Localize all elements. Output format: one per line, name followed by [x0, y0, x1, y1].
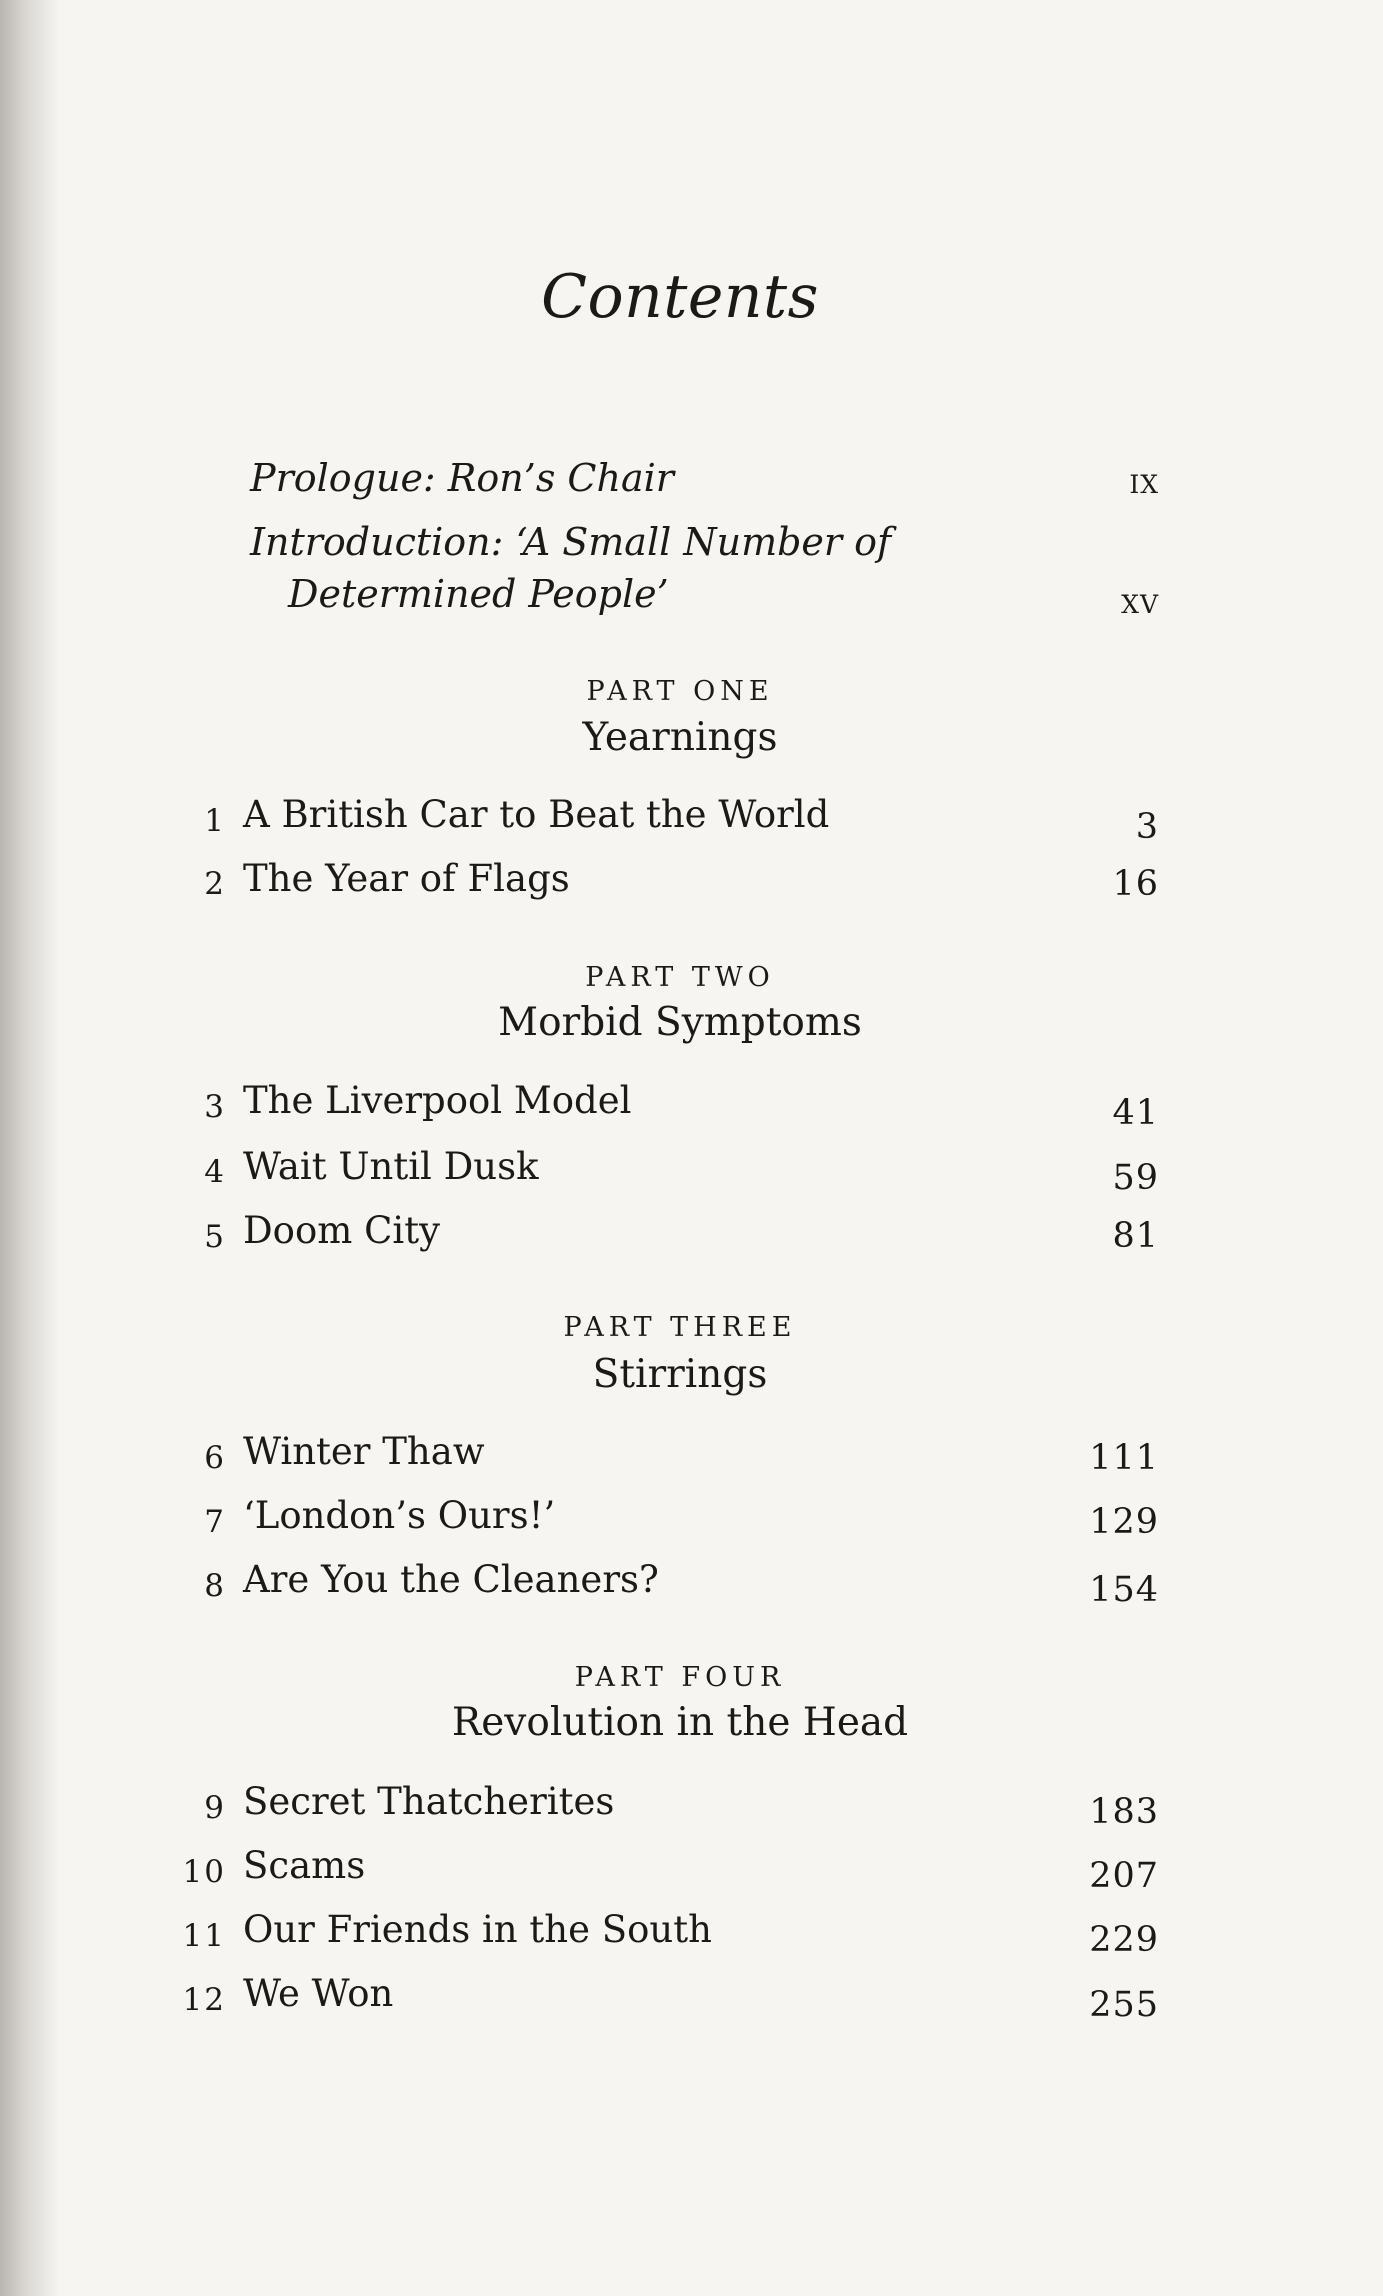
chapter-4-title[interactable]: Wait Until Dusk [243, 1145, 539, 1188]
chapter-7-title[interactable]: ‘London’s Ours!’ [243, 1494, 556, 1537]
chapter-3-page: 41 [1112, 1093, 1159, 1133]
part-one-title[interactable]: Yearnings [582, 715, 778, 760]
chapter-8-page: 154 [1089, 1570, 1159, 1610]
chapter-8-title[interactable]: Are You the Cleaners? [243, 1558, 659, 1601]
chapter-6-number: 6 [204, 1440, 226, 1476]
chapter-2-number: 2 [204, 866, 226, 902]
chapter-2-title[interactable]: The Year of Flags [243, 857, 570, 900]
chapter-5-title[interactable]: Doom City [243, 1209, 440, 1252]
chapter-4-page: 59 [1112, 1158, 1159, 1198]
chapter-8-number: 8 [204, 1568, 226, 1604]
chapter-12-title[interactable]: We Won [243, 1972, 394, 2015]
part-three-label: PART THREE [563, 1312, 797, 1343]
chapter-9-number: 9 [204, 1790, 226, 1826]
toc-introduction-title-line2[interactable]: Determined People’ [288, 572, 669, 616]
chapter-3-title[interactable]: The Liverpool Model [243, 1079, 632, 1122]
toc-introduction-title-line1[interactable]: Introduction: ‘A Small Number of [250, 520, 892, 564]
chapter-7-page: 129 [1089, 1502, 1159, 1542]
chapter-11-title[interactable]: Our Friends in the South [243, 1908, 712, 1951]
chapter-10-page: 207 [1089, 1856, 1159, 1896]
chapter-3-number: 3 [204, 1089, 226, 1125]
chapter-4-number: 4 [204, 1154, 226, 1190]
part-two-label: PART TWO [585, 962, 775, 993]
part-three-title[interactable]: Stirrings [592, 1352, 768, 1397]
chapter-9-title[interactable]: Secret Thatcherites [243, 1780, 615, 1823]
chapter-7-number: 7 [204, 1504, 226, 1540]
chapter-5-number: 5 [204, 1219, 226, 1255]
chapter-10-number: 10 [182, 1854, 226, 1890]
toc-prologue-page: ix [1129, 462, 1159, 502]
chapter-11-page: 229 [1089, 1920, 1159, 1960]
page-title: Contents [541, 262, 819, 332]
chapter-10-title[interactable]: Scams [243, 1844, 366, 1887]
chapter-6-title[interactable]: Winter Thaw [243, 1430, 485, 1473]
chapter-12-page: 255 [1089, 1985, 1159, 2025]
part-four-title[interactable]: Revolution in the Head [451, 1700, 909, 1745]
chapter-1-page: 3 [1135, 807, 1159, 847]
chapter-6-page: 111 [1089, 1438, 1159, 1478]
chapter-5-page: 81 [1112, 1216, 1159, 1256]
chapter-12-number: 12 [182, 1982, 226, 2018]
chapter-2-page: 16 [1112, 864, 1159, 904]
part-one-label: PART ONE [586, 676, 774, 707]
chapter-1-title[interactable]: A British Car to Beat the World [243, 793, 830, 836]
chapter-11-number: 11 [182, 1918, 226, 1954]
part-two-title[interactable]: Morbid Symptoms [498, 1000, 862, 1045]
toc-prologue-title[interactable]: Prologue: Ron’s Chair [250, 456, 674, 500]
chapter-9-page: 183 [1089, 1792, 1159, 1832]
part-four-label: PART FOUR [574, 1662, 786, 1693]
chapter-1-number: 1 [204, 803, 226, 839]
toc-introduction-page: xv [1121, 582, 1159, 622]
